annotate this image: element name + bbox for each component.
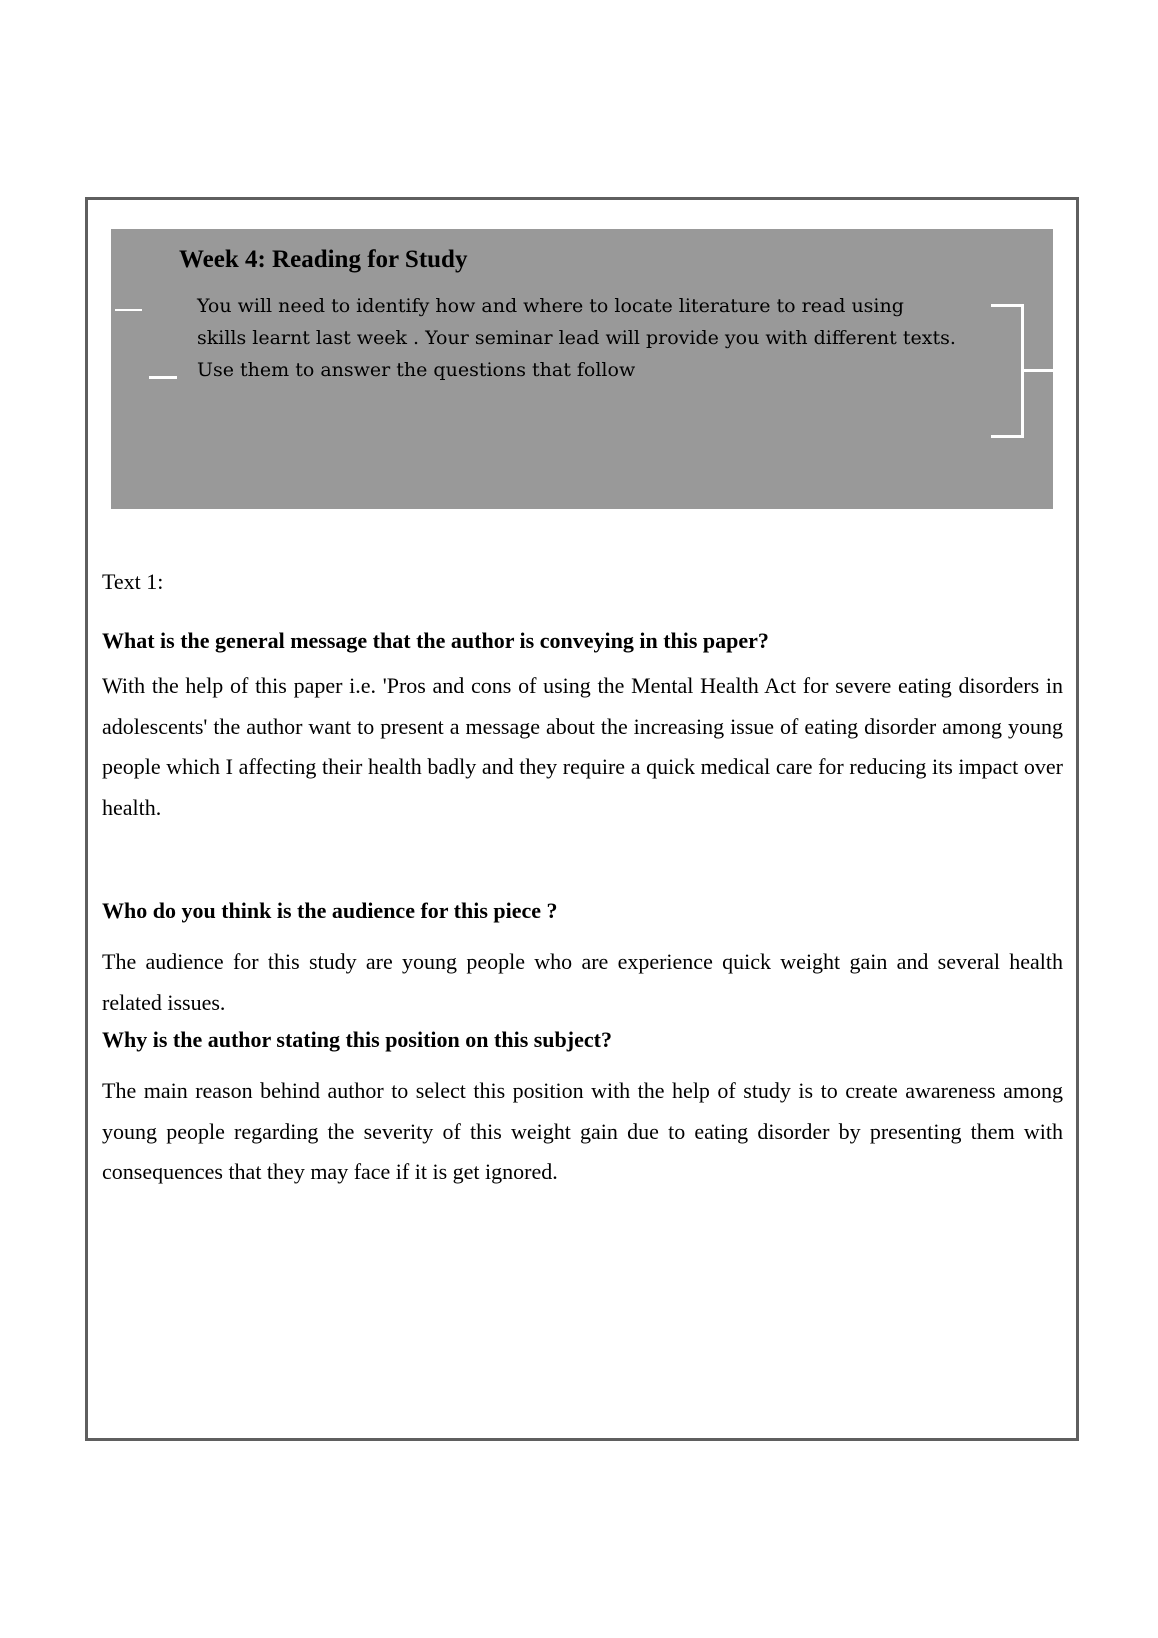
decor-dash-upper (115, 309, 142, 311)
answer-1: With the help of this paper i.e. 'Pros and cons of using the Mental Health Act for severe eating disorders in adolescents' the author want to present a message about the increasing issue of eating disorder among young people which I affecting their health badly and they require a quick medical care for reducing its impact over health. (102, 673, 1063, 820)
decor-dash-lower (149, 376, 177, 379)
question-2: Who do you think is the audience for this piece ? (102, 898, 558, 923)
question-3: Why is the author stating this position on this subject? (102, 1027, 612, 1052)
instructions-text: You will need to identify how and where to locate literature to read using skills learnt last week . Your seminar lead will provide you with different texts. Use them to answer the questions that follow (197, 295, 956, 381)
decor-bracket-top (991, 304, 1023, 307)
answer-2: The audience for this study are young people who are experience quick weight gain and several health related issues. (102, 949, 1063, 1015)
page-title: Week 4: Reading for Study (179, 246, 468, 273)
content-area (102, 567, 1063, 1193)
section-label: Text 1: (102, 569, 164, 594)
header-banner (111, 229, 1053, 509)
decor-bracket-stem (1021, 369, 1053, 372)
answer-3: The main reason behind author to select this position with the help of study is to create awareness among young people regarding the severity of this weight gain due to eating disorder by presenting them with consequences that they may face if it is get ignored. (102, 1078, 1063, 1184)
decor-bracket-bottom (991, 435, 1023, 438)
question-1: What is the general message that the author is conveying in this paper? (102, 628, 769, 653)
